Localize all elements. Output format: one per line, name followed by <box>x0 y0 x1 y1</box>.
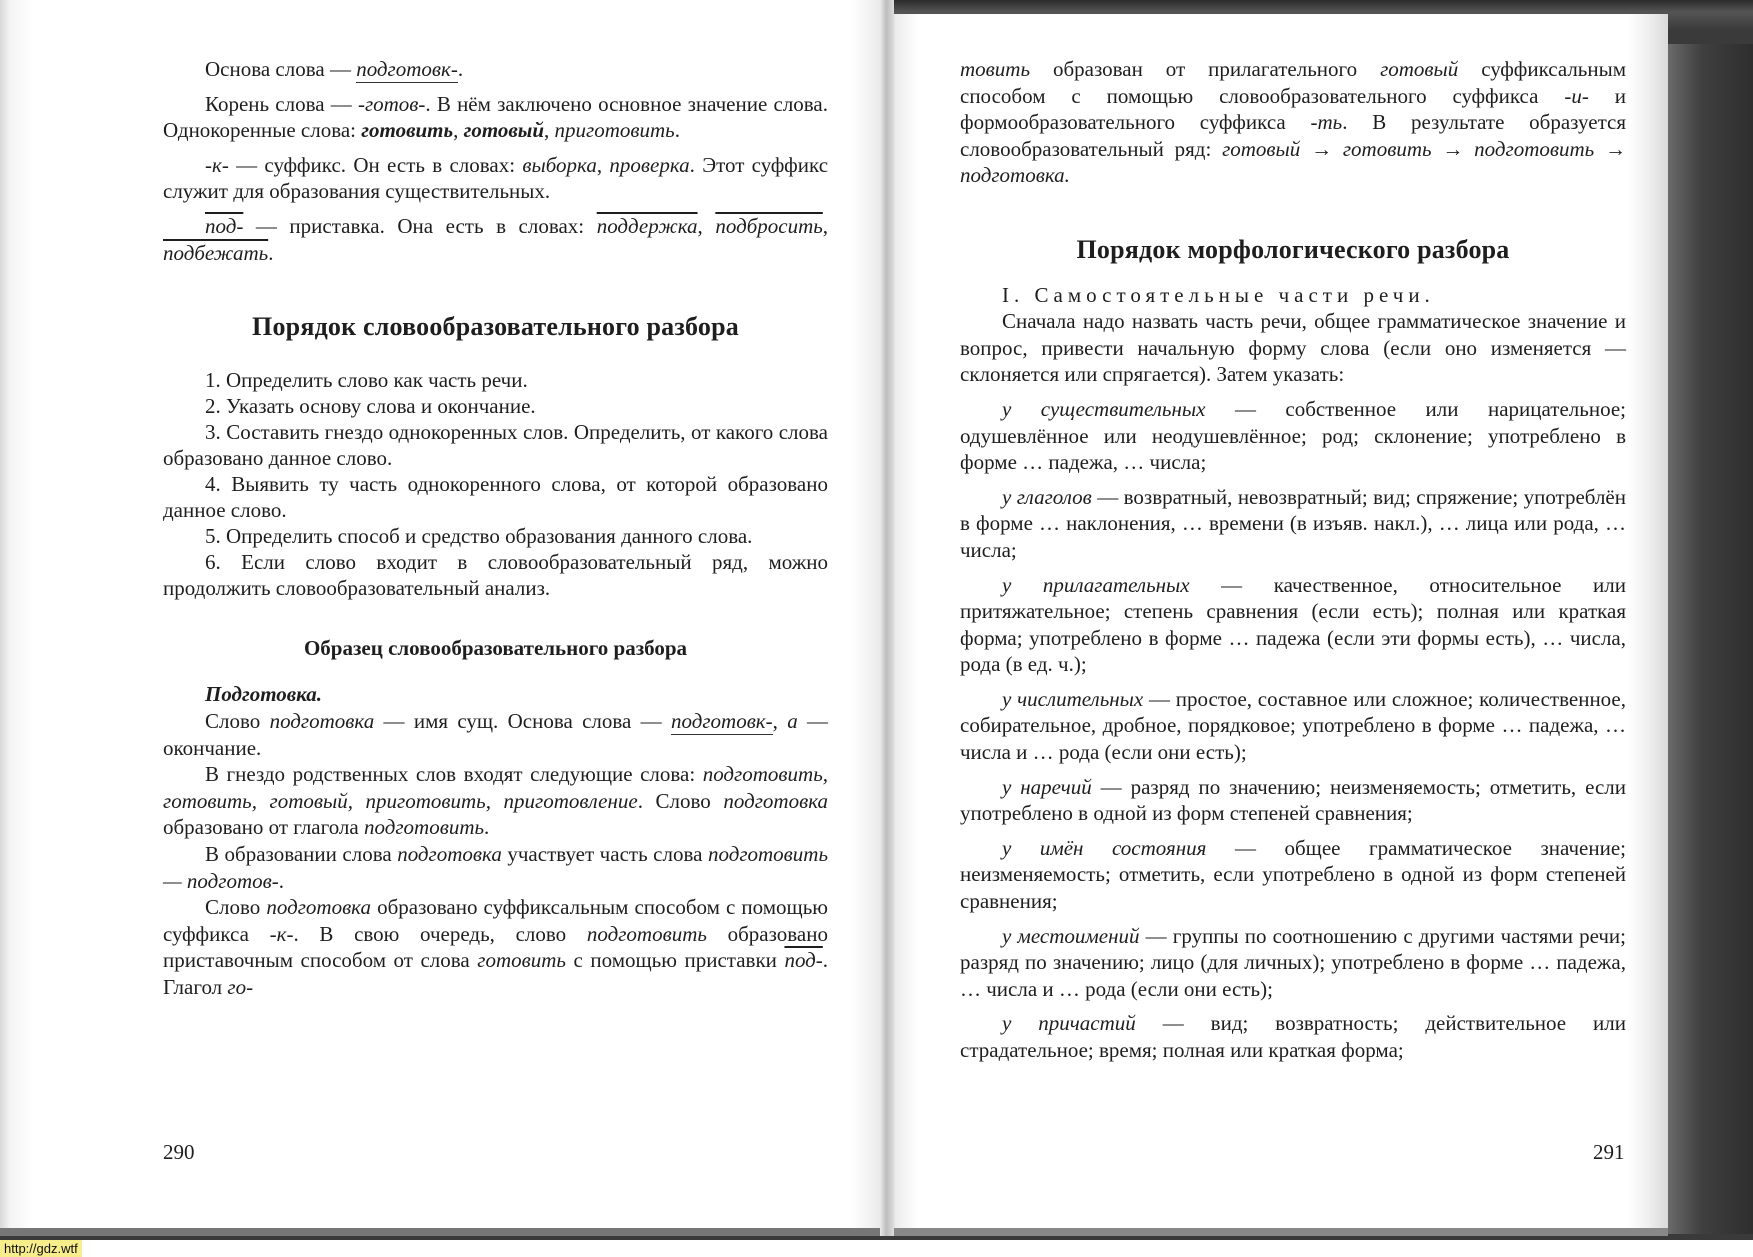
bottom-strip <box>0 1240 1753 1257</box>
stem-word: подготовк- <box>356 57 458 81</box>
sample-paragraph-3: В образовании слова подготовка участвует часть слова подготовить — подготов-. <box>163 841 829 893</box>
list-item: у глаголов — возвратный, невозвратный; вид; спряжение; употреблён в форме … наклонения, … времени (в изъяв. накл.), … лица или рода, … числа; <box>960 484 1626 562</box>
list-item: у числительных — простое, составное или сложное; количественное, собирательное, дробное, порядковое; употреблено в форме … падежа, … числа и … рода (если они есть); <box>960 686 1627 765</box>
watermark-link[interactable]: http://gdz.wtf <box>0 1240 82 1257</box>
list-item: 2. Указать основу слова и окончание. <box>205 393 536 418</box>
morphology-intro: Сначала надо назвать часть речи, общее грамматическое значение и вопрос, привести начальную форму слова (если оно изменяется — склоняется или спрягается). Затем указать: <box>960 309 1626 387</box>
sample-word: Подготовка. <box>205 682 323 707</box>
subsection-heading: I. Самостоятельные части речи. <box>1002 282 1435 307</box>
list-item: 5. Определить способ и средство образования данного слова. <box>205 523 753 548</box>
left-page-text <box>163 56 828 1000</box>
page-number-right: 291 <box>1593 1140 1625 1164</box>
list-item: 4. Выявить ту часть однокоренного слова, от которой образовано данное слово. <box>163 471 828 522</box>
section-heading-word-formation: Порядок словообразовательного разбора <box>252 312 739 342</box>
right-page-text <box>960 56 1626 1064</box>
morphology-items <box>960 396 1626 1064</box>
suffix-paragraph: -к- — суффикс. Он есть в словах: выборка, проверка. Этот суффикс служит для образования существительных. <box>163 152 829 204</box>
stem-paragraph: Основа слова — подготовк-. <box>205 57 464 81</box>
sample-paragraph-2: В гнездо родственных слов входят следующие слова: подготовить, готовить, готовый, приготовить, приготовление. Слово подготовка образовано от глагола подготовить. <box>163 762 828 840</box>
list-item: 3. Составить гнездо однокоренных слов. Определить, от какого слова образовано данное слово. <box>163 419 828 470</box>
root-word: -готов- <box>357 91 426 116</box>
list-item: у имён состояния — общее грамматическое значение; неизменяемость; отметить, если употреблено в одной из форм степеней сравнения; <box>960 835 1627 914</box>
list-item: у местоимений — группы по соотношению с другими частями речи; разряд по значению; лицо (для личных); употреблено в форме … падежа, … числа и … рода (если они есть); <box>960 923 1626 1001</box>
list-item: у прилагательных — качественное, относительное или притяжательное; степень сравнения (если есть); полная или краткая форма; употреблено в форме … падежа (если эти формы есть), … числа, рода (в ед. ч.); <box>960 572 1627 677</box>
list-item: у наречий — разряд по значению; неизменяемость; отметить, если употреблено в одной из форм степеней сравнения; <box>960 774 1626 826</box>
list-item: 6. Если слово входит в словообразовательный ряд, можно продолжить словообразовательный анализ. <box>163 549 828 600</box>
suffix-morpheme: -к- <box>205 152 229 177</box>
derivation-chain: готовый → готовить → подготовить → подготовка. <box>960 136 1626 188</box>
prefix-paragraph: под- — приставка. Она есть в словах: поддержка, подбросить, подбежать. <box>163 213 829 265</box>
continuation-paragraph: товить образован от прилагательного готовый суффиксальным способом с помощью словообразовательного суффикса -и- и формообразовательного суффикса -ть. В результате образуется словообразовательный ряд: готовый → готовить → подготовить → подготовка. <box>960 57 1627 188</box>
root-paragraph: Корень слова — -готов-. В нём заключено основное значение слова. Однокоренные слова: готовить, готовый, приготовить. <box>163 91 829 143</box>
list-item: 1. Определить слово как часть речи. <box>205 367 528 392</box>
prefix-morpheme: под- <box>205 213 244 238</box>
sample-paragraph-4: Слово подготовка образовано суффиксальным способом с помощью суффикса -к-. В свою очередь, слово подготовить образовано приставочным способом от слова готовить с помощью приставки под-. Глагол го- <box>163 895 829 999</box>
sample-paragraph-1: Слово подготовка — имя сущ. Основа слова — подготовк-, а — окончание. <box>163 708 828 760</box>
list-item: у существительных — собственное или нарицательное; одушевлённое или неодушевлённое; род; склонение; употреблено в форме … падежа, … числа; <box>960 396 1626 475</box>
sample-heading: Образец словообразовательного разбора <box>303 635 688 660</box>
book-spine <box>880 0 894 1236</box>
book-cover-edge <box>1668 44 1753 1234</box>
list-item: у причастий — вид; возвратность; действительное или страдательное; время; полная или краткая форма; <box>960 1011 1627 1062</box>
word-formation-steps <box>163 367 828 601</box>
section-heading-morphology: Порядок морфологического разбора <box>1076 234 1510 264</box>
page-number-left: 290 <box>163 1140 195 1164</box>
